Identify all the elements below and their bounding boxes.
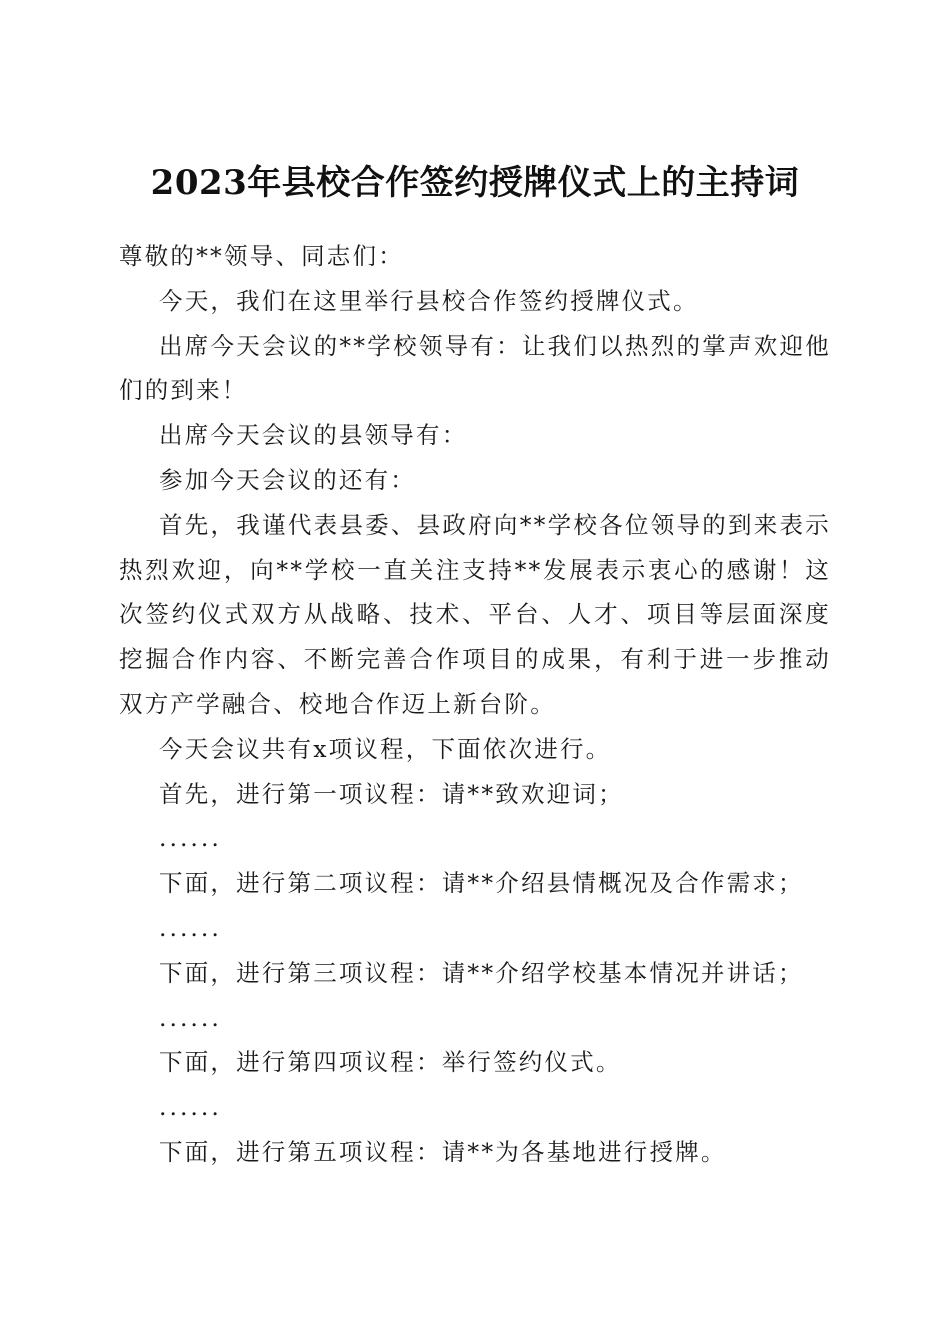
agenda-item-1: 首先，进行第一项议程：请**致欢迎词； — [159, 779, 624, 808]
paragraph: 出席今天会议的**学校领导有：让我们以热烈的掌声欢迎他们的到来！ — [119, 331, 831, 405]
ellipsis-line: ...... — [159, 1003, 222, 1032]
document-title: 2023年县校合作签约授牌仪式上的主持词 — [150, 162, 800, 203]
ellipsis-line: ...... — [159, 913, 222, 942]
paragraph: 出席今天会议的县领导有： — [159, 421, 468, 450]
agenda-item-3: 下面，进行第三项议程：请**介绍学校基本情况并讲话； — [159, 958, 804, 987]
agenda-item-5: 下面，进行第五项议程：请**为各基地进行授牌。 — [159, 1137, 727, 1166]
ellipsis-line: ...... — [159, 824, 222, 853]
agenda-item-4: 下面，进行第四项议程：举行签约仪式。 — [159, 1048, 622, 1077]
paragraph: 参加今天会议的还有： — [159, 465, 416, 494]
paragraph: 今天会议共有x项议程，下面依次进行。 — [159, 734, 612, 763]
ellipsis-line: ...... — [159, 1093, 222, 1122]
paragraph: 今天，我们在这里举行县校合作签约授牌仪式。 — [159, 286, 699, 315]
salutation: 尊敬的**领导、同志们： — [119, 242, 404, 270]
paragraph: 首先，我谨代表县委、县政府向**学校各位领导的到来表示热烈欢迎，向**学校一直关注支持**发展表示衷心的感谢！这次签约仪式双方从战略、技术、平台、人才、项目等层面深度挖掘合作内容、不断完善合作项目的成果，有利于进一步推动双方产学融合、校地合作迈上新台阶。 — [119, 510, 831, 718]
agenda-item-2: 下面，进行第二项议程：请**介绍县情概况及合作需求； — [159, 869, 804, 898]
document-body — [119, 234, 831, 1175]
